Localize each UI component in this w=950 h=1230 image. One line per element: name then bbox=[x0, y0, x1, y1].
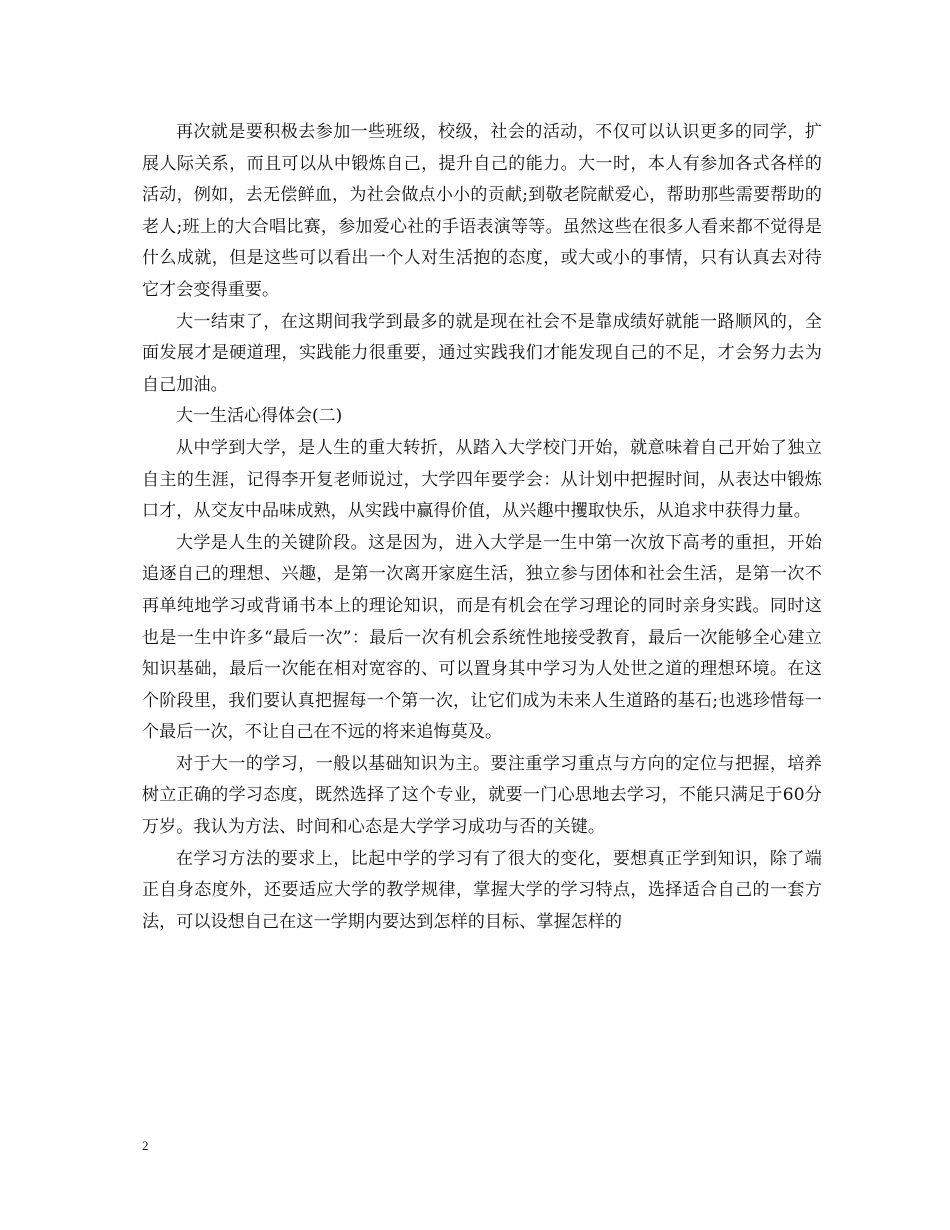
paragraph-study-methods: 在学习方法的要求上，比起中学的学习有了很大的变化，要想真正学到知识，除了端正自身态度外，还要适应大学的教学规律，掌握大学的学习特点，选择适合自己的一套方法，可以设想自己在这一学期内要达到怎样的目标、掌握怎样的 bbox=[142, 848, 822, 932]
paragraph-freshman-summary: 大一结束了，在这期间我学到最多的就是现在社会不是靠成绩好就能一路顺风的，全面发展才是硬道理，实践能力很重要，通过实践我们才能发现自己的不足，才会努力去为自己加油。 bbox=[142, 311, 822, 395]
paragraph-turning-point: 从中学到大学，是人生的重大转折，从踏入大学校门开始，就意味着自己开始了独立自主的生涯，记得李开复老师说过，大学四年要学会：从计划中把握时间，从表达中锻炼口才，从交友中品味成熟，从实践中赢得价值，从兴趣中攫取快乐，从追求中获得力量。 bbox=[142, 437, 822, 522]
section-heading: 大一生活心得体会(二) bbox=[176, 406, 343, 427]
paragraph-key-stage: 大学是人生的关键阶段。这是因为，进入大学是一生中第一次放下高考的重担，开始追逐自己的理想、兴趣，是第一次离开家庭生活，独立参与团体和社会生活，是第一次不再单纯地学习或背诵书本上的理论知识，而是有机会在学习理论的同时亲身实践。同时这也是一生中许多“最后一次”：最后一次有机会系统性地接受教育，最后一次能够全心建立知识基础，最后一次能在相对宽容的、可以置身其中学习为人处世之道的理想环境。在这个阶段里，我们要认真把握每一个第一次，让它们成为未来人生道路的基石;也逃珍惜每一个最后一次，不让自己在不远的将来追悔莫及。 bbox=[142, 532, 822, 743]
page-number: 2 bbox=[142, 1138, 149, 1153]
paragraph-freshman-study: 对于大一的学习，一般以基础知识为主。要注重学习重点与方向的定位与把握，培养树立正确的学习态度，既然选择了这个专业，就要一门心思地去学习，不能只满足于60分万岁。我认为方法、时间和心态是大学学习成功与否的关键。 bbox=[142, 753, 822, 838]
paragraph-activities: 再次就是要积极去参加一些班级，校级，社会的活动，不仅可以认识更多的同学，扩展人际关系，而且可以从中锻炼自己，提升自己的能力。大一时，本人有参加各式各样的活动，例如，去无偿鲜血，为社会做点小小的贡献;到敬老院献爱心，帮助那些需要帮助的老人;班上的大合唱比赛，参加爱心社的手语表演等等。虽然这些在很多人看来都不觉得是什么成就，但是这些可以看出一个人对生活抱的态度，或大或小的事情，只有认真去对待它才会变得重要。 bbox=[142, 122, 822, 300]
page-body bbox=[142, 117, 822, 938]
